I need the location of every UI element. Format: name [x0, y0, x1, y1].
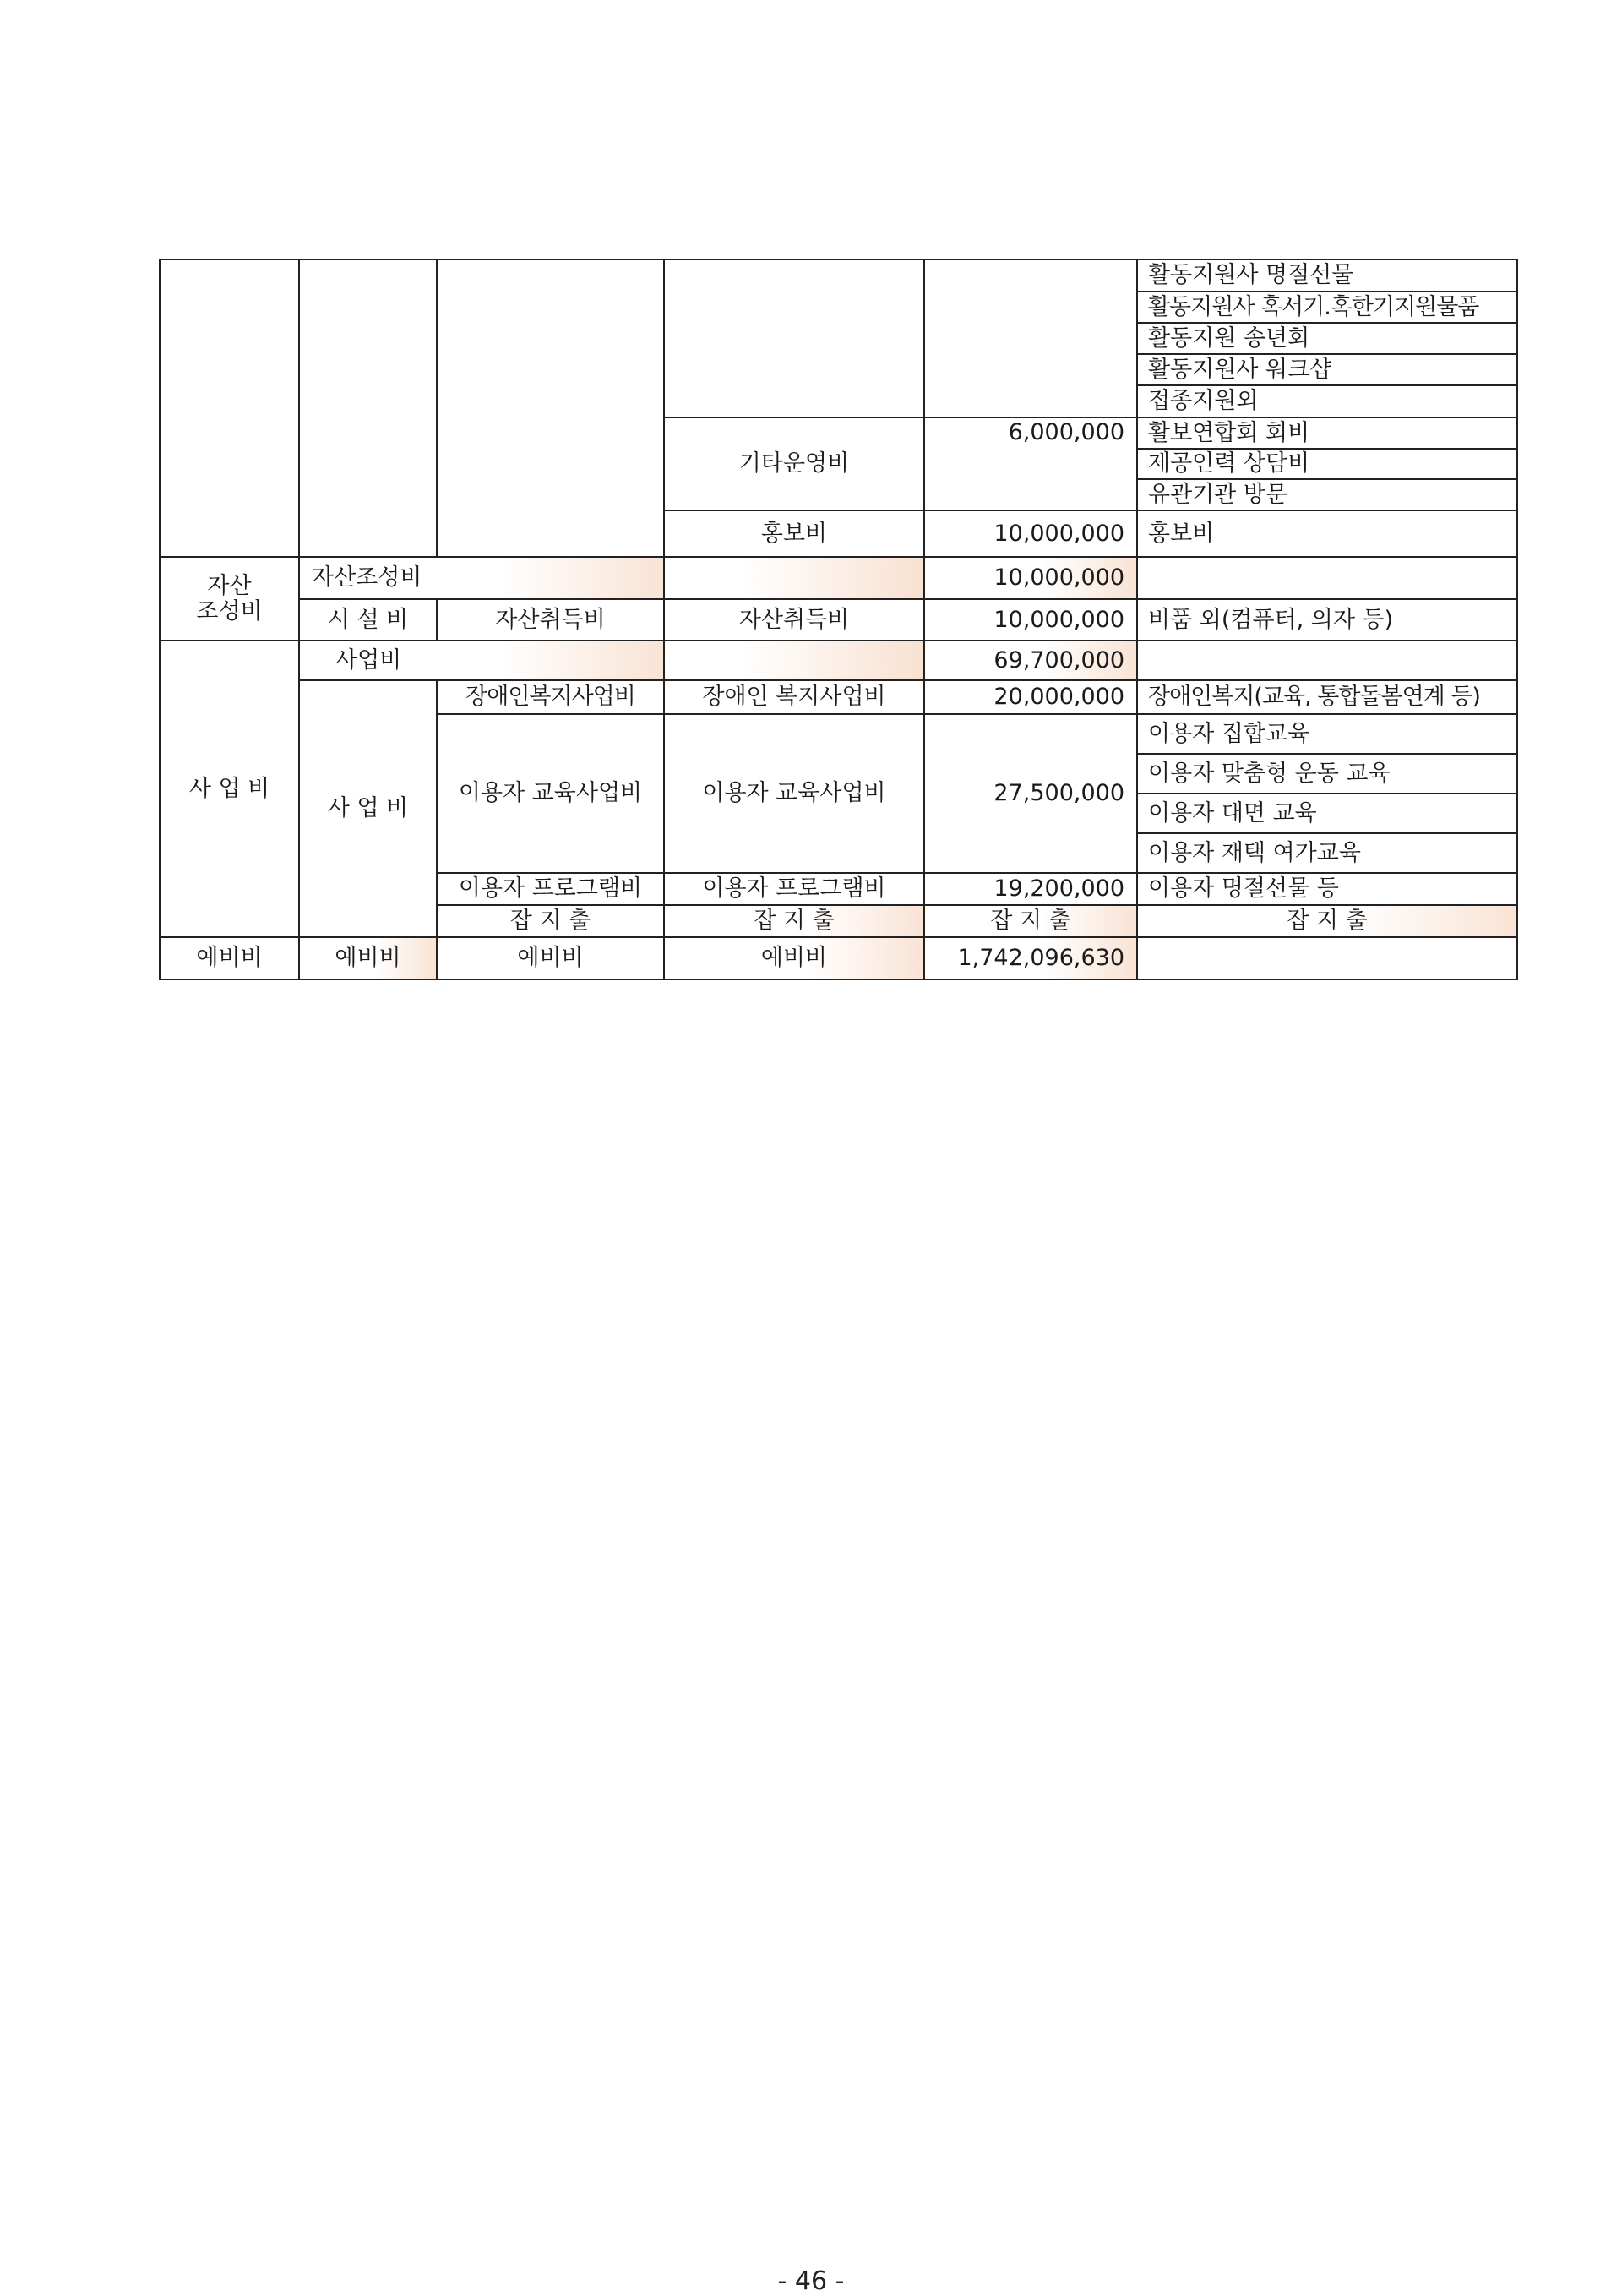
continued-desc-cell — [1137, 259, 1517, 417]
desc-line: 접종지원외 — [1138, 385, 1516, 417]
asset-detail-label: 자산취득비 — [664, 599, 924, 641]
reserve-subgroup-label: 예비비 — [299, 937, 437, 979]
education-amount: 27,500,000 — [924, 714, 1137, 873]
asset-group-label-line1: 자산 — [160, 557, 299, 599]
program-item: 이용자 프로그램비 — [437, 873, 664, 905]
education-item: 이용자 교육사업비 — [437, 714, 664, 873]
education-desc-line: 이용자 집합교육 — [1137, 714, 1517, 754]
welfare-detail: 장애인 복지사업비 — [664, 680, 924, 714]
asset-subtotal-blank — [664, 557, 924, 599]
hongbo-desc: 홍보비 — [1137, 510, 1517, 557]
desc-line: 활동지원사 명절선물 — [1148, 262, 1354, 289]
welfare-desc: 장애인복지(교육, 통합돌봄연계 등) — [1137, 680, 1517, 714]
reserve-detail-label: 예비비 — [664, 937, 924, 979]
asset-group-label-line2: 조성비 — [160, 599, 299, 641]
continued-detail-cell — [664, 259, 924, 417]
business-subtotal-label: 사업비 — [299, 641, 664, 680]
gita-desc-list — [1138, 418, 1516, 510]
desc-line: 제공인력 상담비 — [1138, 449, 1516, 479]
asset-amount: 10,000,000 — [924, 599, 1137, 641]
desc-line: 활동지원사 워크샵 — [1138, 354, 1516, 385]
business-subtotal-amount: 69,700,000 — [924, 641, 1137, 680]
hongbo-label: 홍보비 — [664, 510, 924, 557]
business-subgroup-label: 사 업 비 — [299, 680, 437, 937]
business-subtotal-blank — [664, 641, 924, 680]
program-detail: 이용자 프로그램비 — [664, 873, 924, 905]
asset-desc: 비품 외(컴퓨터, 의자 등) — [1137, 599, 1517, 641]
misc-group-label: 잡 지 출 — [437, 905, 664, 937]
misc-subgroup-label: 잡 지 출 — [664, 905, 924, 937]
program-desc: 이용자 명절선물 등 — [1137, 873, 1517, 905]
gita-label: 기타운영비 — [664, 417, 924, 510]
desc-line: 유관기관 방문 — [1138, 479, 1516, 510]
continued-item-cell — [437, 259, 664, 557]
education-desc-line: 이용자 재택 여가교육 — [1137, 833, 1517, 873]
continued-desc-list — [1138, 260, 1516, 417]
reserve-item-label: 예비비 — [437, 937, 664, 979]
program-amount: 19,200,000 — [924, 873, 1137, 905]
education-detail: 이용자 교육사업비 — [664, 714, 924, 873]
welfare-amount: 20,000,000 — [924, 680, 1137, 714]
asset-subtotal-desc — [1137, 557, 1517, 599]
reserve-group-label: 예비비 — [160, 937, 299, 979]
budget-table — [159, 259, 1518, 980]
misc-detail-label: 잡 지 출 — [1137, 905, 1517, 937]
gita-amount: 6,000,000 — [924, 417, 1137, 510]
desc-line: 활보연합회 회비 — [1148, 419, 1310, 446]
continued-subgroup-cell — [299, 259, 437, 557]
page-number: - 46 - — [777, 2266, 845, 2296]
continued-group-cell — [160, 259, 299, 557]
welfare-item: 장애인복지사업비 — [437, 680, 664, 714]
asset-subtotal-label: 자산조성비 — [299, 557, 664, 599]
business-subtotal-desc — [1137, 641, 1517, 680]
hongbo-amount: 10,000,000 — [924, 510, 1137, 557]
gita-desc-cell — [1137, 417, 1517, 510]
reserve-desc — [1137, 937, 1517, 979]
desc-line: 활동지원사 혹서기.혹한기지원물품 — [1138, 292, 1516, 323]
misc-item-label: 잡 지 출 — [924, 905, 1137, 937]
reserve-amount: 1,742,096,630 — [924, 937, 1137, 979]
asset-item-label: 자산취득비 — [437, 599, 664, 641]
education-desc-line: 이용자 맞춤형 운동 교육 — [1137, 754, 1517, 794]
asset-facility-label: 시 설 비 — [299, 599, 437, 641]
education-desc-line: 이용자 대면 교육 — [1137, 794, 1517, 833]
asset-subtotal-amount: 10,000,000 — [924, 557, 1137, 599]
continued-amount-cell — [924, 259, 1137, 417]
desc-line: 활동지원 송년회 — [1138, 323, 1516, 354]
business-group-label: 사 업 비 — [160, 641, 299, 937]
